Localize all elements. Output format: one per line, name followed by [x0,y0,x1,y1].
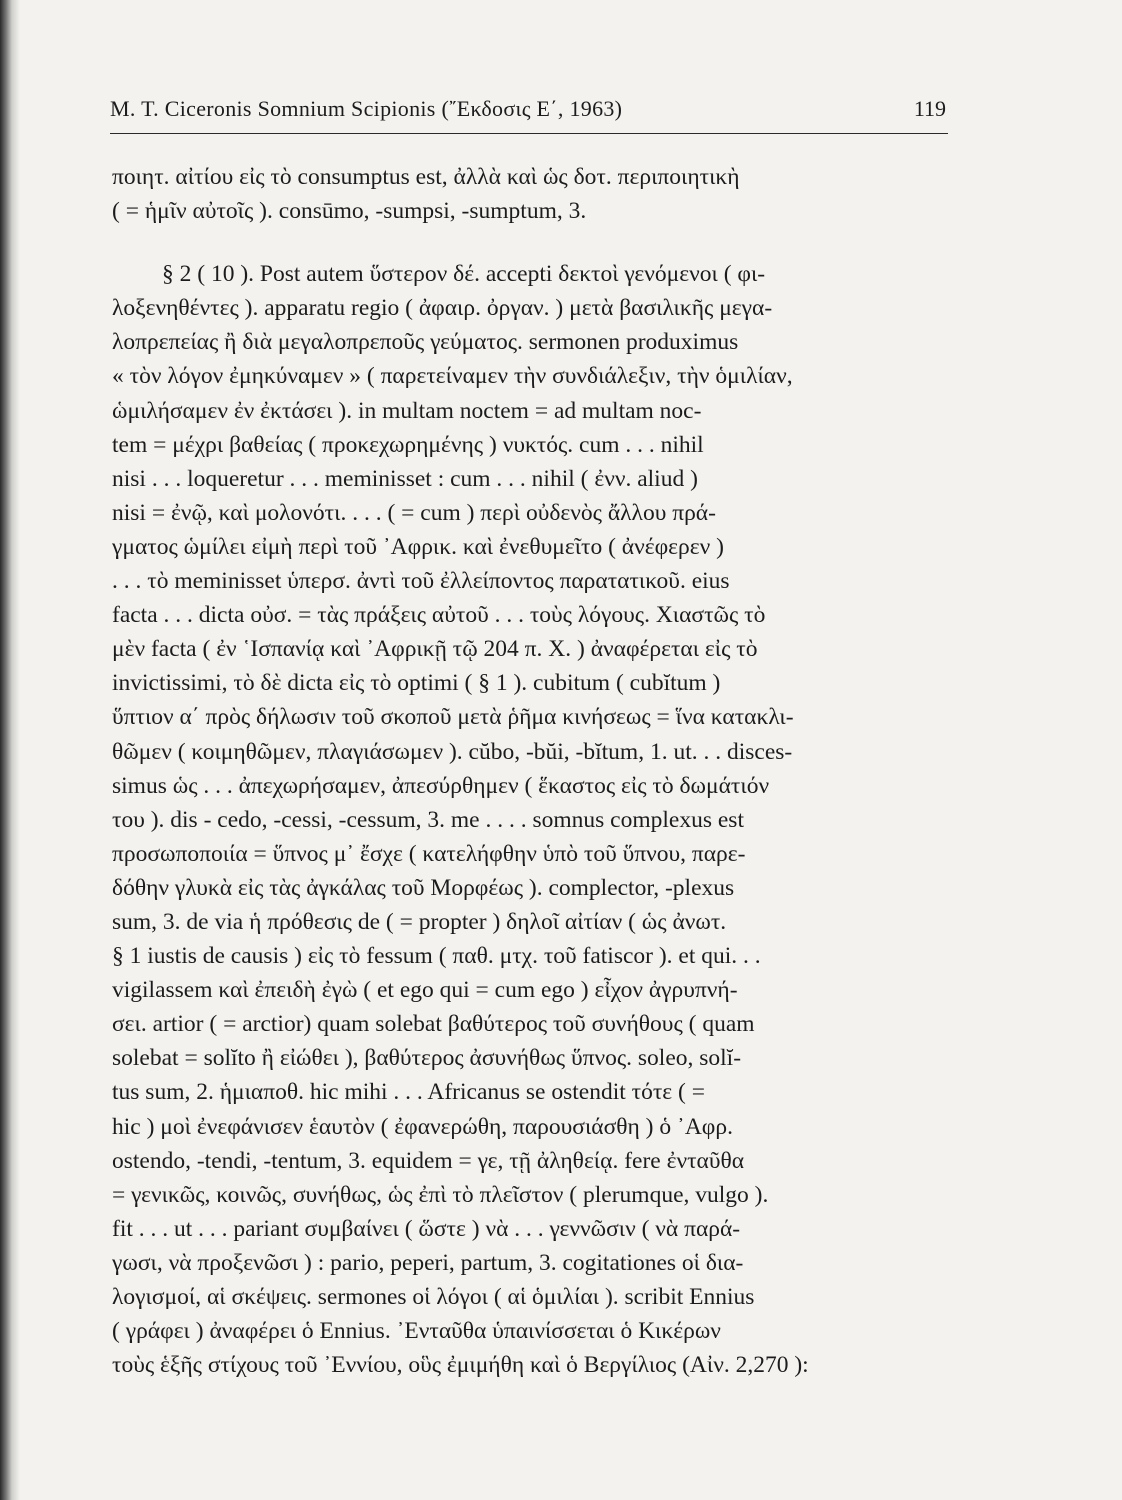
text-line: hic ) μοὶ ἐνεφάνισεν ἑαυτὸν ( ἐφανερώθη, παρουσιάσθη ) ὁ ᾿Αφρ. [112,1113,733,1140]
text-line: nisi . . . loqueretur . . . meminisset : cum . . . nihil ( ἐνν. aliud ) [112,465,698,492]
text-line: § 1 iustis de causis ) εἰς τὸ fessum ( παθ. μτχ. τοῦ fatiscor ). et qui. . . [112,943,761,970]
text-line: « τὸν λόγον ἐμηκύναμεν » ( παρετείναμεν τὴν συνδιάλεξιν, τὴν ὁμιλίαν, [112,363,793,390]
header-title: M. T. Ciceronis Somnium Scipionis (῎Εκδοσις Ε΄, 1963) [110,96,623,121]
text-line: . . . τὸ meminisset ὑπερσ. ἀντὶ τοῦ ἐλλείποντος παρατατικοῦ. eius [112,568,730,595]
text-line: δόθην γλυκὰ εἰς τὰς ἀγκάλας τοῦ Μορφέως ). complector, -plexus [112,874,735,901]
text-line: = γενικῶς, κοινῶς, συνήθως, ὡς ἐπὶ τὸ πλεῖστον ( plerumque, vulgo ). [112,1181,769,1208]
text-line: γωσι, νὰ προξενῶσι ) : pario, peperi, partum, 3. cogitationes οἱ δια- [112,1249,744,1276]
text-line: λοξενηθέντες ). apparatu regio ( ἀφαιρ. ὀργαν. ) μετὰ βασιλικῆς μεγα- [112,295,773,322]
text-line: ( γράφει ) ἀναφέρει ὁ Ennius. ᾿Ενταῦθα ὑπαινίσσεται ὁ Κικέρων [112,1318,721,1345]
text-line: του ). dis - cedo, -cessi, -cessum, 3. me . . . . somnus complexus est [112,806,744,833]
page-body [112,160,948,1382]
text-line: tus sum, 2. ἡμιαποθ. hic mihi . . . Africanus se ostendit τότε ( = [112,1079,705,1106]
text-line: ostendo, -tendi, -tentum, 3. equidem = γε, τῇ ἀληθείᾳ. fere ἐνταῦθα [112,1147,745,1174]
text-line: μὲν facta ( ἐν ῾Ισπανίᾳ καὶ ᾿Αφρικῇ τῷ 204 π. Χ. ) ἀναφέρεται εἰς τὸ [112,636,758,663]
text-line: γματος ὡμίλει εἰμὴ περὶ τοῦ ᾿Αφρικ. καὶ ἐνεθυμεῖτο ( ἀνέφερεν ) [112,533,724,560]
page-number: 119 [913,96,946,121]
text-line: λοπρεπείας ἢ διὰ μεγαλοπρεποῦς γεύματος. sermonen produximus [112,329,739,356]
paragraph-gap [112,228,948,257]
text-line: ὕπτιον α΄ πρὸς δήλωσιν τοῦ σκοποῦ μετὰ ῥῆμα κινήσεως = ἵνα κατακλι- [112,704,794,731]
text-line: facta . . . dicta οὐσ. = τὰς πράξεις αὐτοῦ . . . τοὺς λόγους. Χιαστῶς τὸ [112,602,766,629]
text-line: ὡμιλήσαμεν ἐν ἐκτάσει ). in multam noctem = ad multam noc- [112,397,702,424]
text-line: λογισμοί, αἱ σκέψεις. sermones οἱ λόγοι ( αἱ ὁμιλίαι ). scribit Ennius [112,1284,755,1310]
text-line: sum, 3. de via ἡ πρόθεσις de ( = propter ) δηλοῖ αἰτίαν ( ὡς ἀνωτ. [112,908,727,935]
paragraph-1 [112,160,948,228]
text-line: simus ὡς . . . ἀπεχωρήσαμεν, ἀπεσύρθημεν ( ἕκαστος εἰς τὸ δωμάτιόν [112,772,770,799]
text-line: solebat = solĭto ἢ εἰώθει ), βαθύτερος ἀσυνήθως ὕπνος. soleo, solĭ- [112,1045,742,1072]
text-line: σει. artior ( = arctior) quam solebat βαθύτερος τοῦ συνήθους ( quam [112,1011,755,1038]
page-edge-shadow [0,0,20,1500]
text-line: invictissimi, τὸ δὲ dicta εἰς τὸ optimi ( § 1 ). cubitum ( cubĭtum ) [112,670,721,697]
text-line: ποιητ. αἰτίου εἰς τὸ consumptus est, ἀλλὰ καὶ ὡς δοτ. περιποιητικὴ [112,164,740,190]
text-line: θῶμεν ( κοιμηθῶμεν, πλαγιάσωμεν ). cŭbo, -bŭi, -bĭtum, 1. ut. . . disces- [112,738,793,765]
text-line: nisi = ἐνῷ, καὶ μολονότι. . . . ( = cum ) περὶ οὐδενὸς ἄλλου πρά- [112,499,716,526]
running-header [110,93,948,134]
text-line: fit . . . ut . . . pariant συμβαίνει ( ὥστε ) νὰ . . . γεννῶσιν ( νὰ παρά- [112,1215,741,1242]
paragraph-2 [112,257,948,1382]
text-line: tem = μέχρι βαθείας ( προκεχωρημένης ) νυκτός. cum . . . nihil [112,431,704,458]
text-line: vigilassem καὶ ἐπειδὴ ἐγὼ ( et ego qui = cum ego ) εἶχον ἀγρυπνή- [112,977,738,1004]
text-line: § 2 ( 10 ). Post autem ὕστερον δέ. accepti δεκτοὶ γενόμενοι ( φι- [162,261,766,288]
text-line: τοὺς ἑξῆς στίχους τοῦ ᾿Εννίου, οὓς ἐμιμήθη καὶ ὁ Βεργίλιος (Αἰν. 2,270 ): [112,1352,809,1379]
text-line: ( = ἡμῖν αὐτοῖς ). consūmo, -sumpsi, -sumptum, 3. [112,198,587,225]
text-line: προσωποποιία = ὕπνος μ᾿ ἔσχε ( κατελήφθην ὑπὸ τοῦ ὕπνου, παρε- [112,840,746,867]
